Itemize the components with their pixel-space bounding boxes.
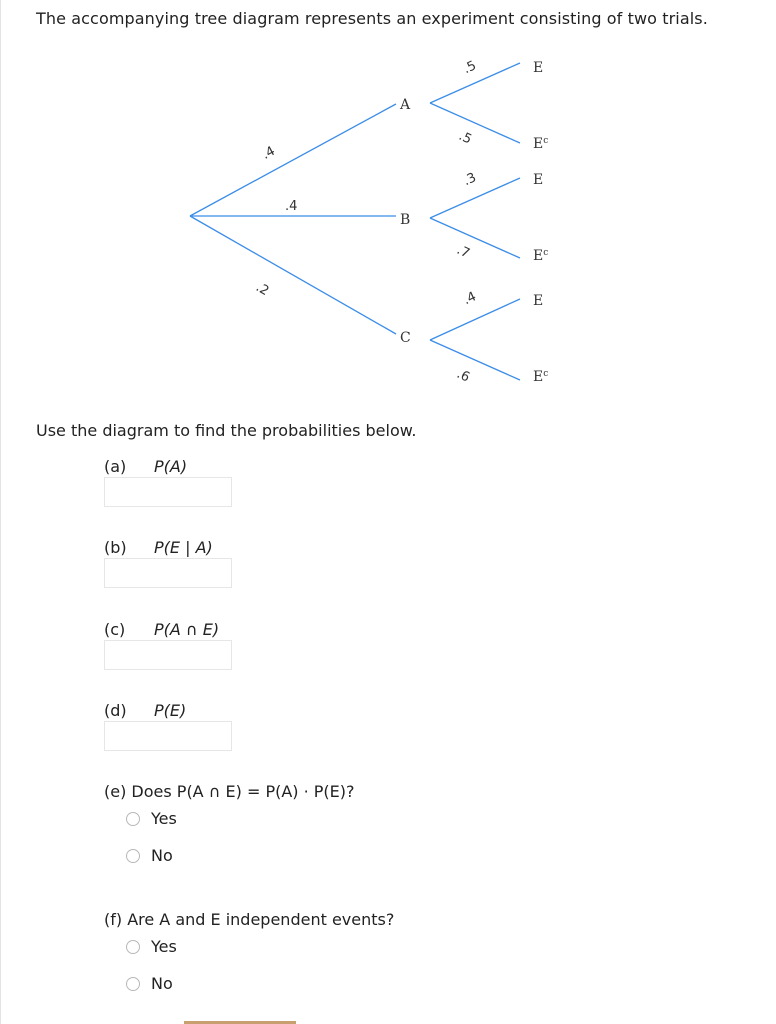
prob-b-e: .3: [461, 170, 479, 190]
prob-a: .4: [259, 143, 278, 163]
prob-c: .2: [253, 279, 272, 300]
part-b-letter: (b): [104, 538, 127, 557]
question-e-option-yes[interactable]: [126, 809, 177, 828]
branch-c-ec: [430, 340, 520, 380]
outcome-label: $E^c$: [533, 136, 549, 152]
part-b-label: [104, 538, 213, 557]
answer-b-input[interactable]: [104, 558, 232, 588]
outcome-label: $E^c$: [533, 369, 549, 385]
option-label: Yes: [151, 937, 177, 956]
answer-d-input[interactable]: [104, 721, 232, 751]
branch-b-ec: [430, 218, 520, 258]
option-label: No: [151, 974, 173, 993]
radio-button[interactable]: [126, 849, 140, 863]
intro-text: The accompanying tree diagram represents an experiment consisting of two trials.: [36, 9, 708, 28]
radio-button[interactable]: [126, 977, 140, 991]
part-a-expr: P(A): [154, 457, 188, 476]
question-f-option-no[interactable]: [126, 974, 173, 993]
part-b-expr: P(E | A): [154, 538, 213, 557]
tree-diagram: [0, 0, 776, 400]
outcome-labels: [533, 60, 548, 385]
outcome-label: E: [533, 60, 544, 76]
prob-a-e: .5: [461, 58, 479, 78]
outcome-label: E: [533, 172, 544, 188]
outcome-label: E: [533, 293, 544, 309]
answer-a-input[interactable]: [104, 477, 232, 507]
outcome-label: $E^c$: [533, 248, 549, 264]
question-f: (f) Are A and E independent events?: [104, 910, 395, 929]
question-e-option-no[interactable]: [126, 846, 173, 865]
prob-b: .4: [285, 199, 298, 214]
prob-a-ec: .5: [456, 128, 474, 148]
part-d-expr: P(E): [154, 701, 187, 720]
prob-c-ec: .6: [454, 366, 472, 386]
node-c: C: [400, 330, 411, 346]
question-f-option-yes[interactable]: [126, 937, 177, 956]
prob-b-ec: .7: [454, 242, 472, 262]
branch-to-c: [190, 216, 396, 334]
branch-c-e: [430, 299, 520, 340]
branch-a-ec: [430, 103, 520, 143]
prob-c-e: .4: [461, 289, 479, 309]
part-d-label: [104, 701, 186, 720]
node-a: A: [400, 97, 411, 113]
instruction: Use the diagram to find the probabilities below.: [36, 421, 417, 440]
part-a-letter: (a): [104, 457, 127, 476]
option-label: No: [151, 846, 173, 865]
node-b: B: [400, 212, 411, 228]
part-c-label: [104, 620, 219, 639]
radio-button[interactable]: [126, 940, 140, 954]
part-a-label: [104, 457, 187, 476]
radio-button[interactable]: [126, 812, 140, 826]
option-label: Yes: [151, 809, 177, 828]
part-d-letter: (d): [104, 701, 127, 720]
answer-c-input[interactable]: [104, 640, 232, 670]
question-e: (e) Does P(A ∩ E) = P(A) · P(E)?: [104, 782, 355, 801]
part-c-expr: P(A ∩ E): [154, 620, 220, 639]
part-c-letter: (c): [104, 620, 126, 639]
